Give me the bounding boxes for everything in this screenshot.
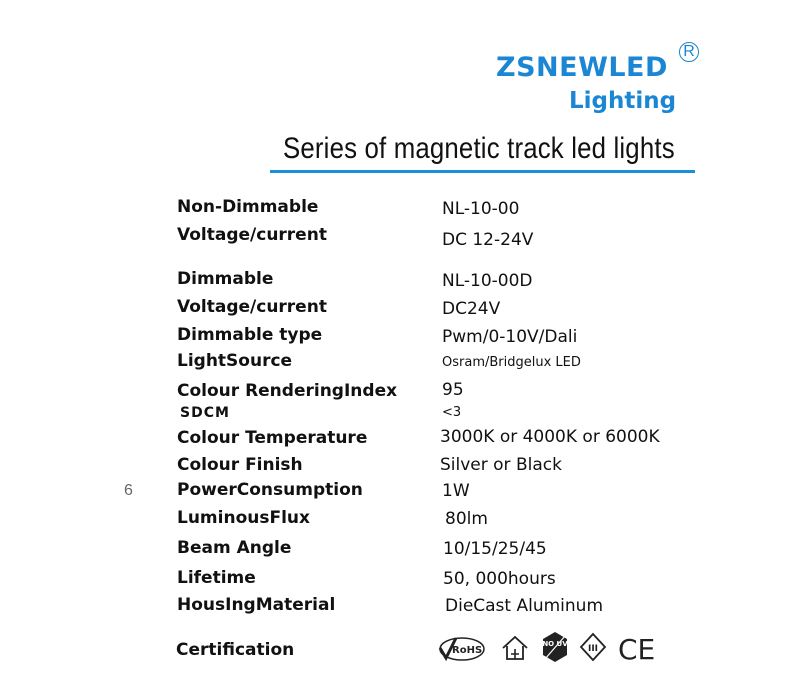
- class-iii-icon: [578, 630, 608, 664]
- page-title: Series of magnetic track led lights: [283, 132, 675, 165]
- certification-icons: [436, 630, 666, 666]
- spec-value: 1W: [442, 481, 470, 501]
- spec-value: 10/15/25/45: [443, 539, 547, 559]
- spec-value: NL-10-00: [442, 199, 520, 219]
- spec-value: DC24V: [442, 299, 501, 319]
- house-mark-icon: [498, 630, 532, 664]
- spec-label: Voltage/current: [177, 225, 327, 245]
- spec-value: Pwm/0-10V/Dali: [442, 327, 578, 347]
- spec-label: Colour Temperature: [177, 428, 368, 448]
- spec-label: Non-Dimmable: [177, 197, 319, 217]
- spec-label: SDCM: [180, 405, 230, 421]
- spec-value: DieCast Aluminum: [445, 596, 604, 616]
- brand-subtitle: Lighting: [569, 88, 677, 114]
- spec-value: 50, 000hours: [443, 569, 556, 589]
- spec-value: 80lm: [445, 509, 488, 529]
- spec-label: Voltage/current: [177, 297, 327, 317]
- spec-label: Beam Angle: [177, 538, 292, 558]
- registered-mark-icon: R: [679, 42, 699, 62]
- spec-label: HousIngMaterial: [177, 595, 336, 615]
- spec-label: Dimmable type: [177, 325, 323, 345]
- spec-value: Silver or Black: [440, 455, 562, 475]
- spec-value: 95: [442, 380, 464, 400]
- spec-label: LuminousFlux: [177, 508, 310, 528]
- spec-value: Osram/Bridgelux LED: [442, 355, 581, 370]
- spec-label: PowerConsumption: [177, 480, 363, 500]
- no-uv-icon: [540, 630, 570, 664]
- brand-name: ZSNEWLED: [496, 52, 668, 83]
- spec-value: 3000K or 4000K or 6000K: [440, 427, 660, 447]
- ce-text: CE: [618, 633, 656, 664]
- spec-value: <3: [442, 405, 462, 420]
- spec-value: NL-10-00D: [442, 271, 533, 291]
- certification-label: Certification: [176, 640, 295, 660]
- spec-label: Lifetime: [177, 568, 256, 588]
- spec-label: Dimmable: [177, 269, 274, 289]
- spec-value: DC 12-24V: [442, 230, 534, 250]
- rohs-icon: [436, 630, 488, 664]
- spec-label: Colour RenderingIndex: [177, 381, 398, 401]
- rohs-text: RoHS: [452, 645, 483, 656]
- stray-mark: 6: [124, 482, 133, 499]
- ce-mark-icon: [616, 630, 660, 664]
- spec-label: LightSource: [177, 351, 293, 371]
- class-iii-text: III: [587, 644, 599, 654]
- no-uv-text: NO UV: [542, 640, 568, 648]
- spec-label: Colour Finish: [177, 455, 303, 475]
